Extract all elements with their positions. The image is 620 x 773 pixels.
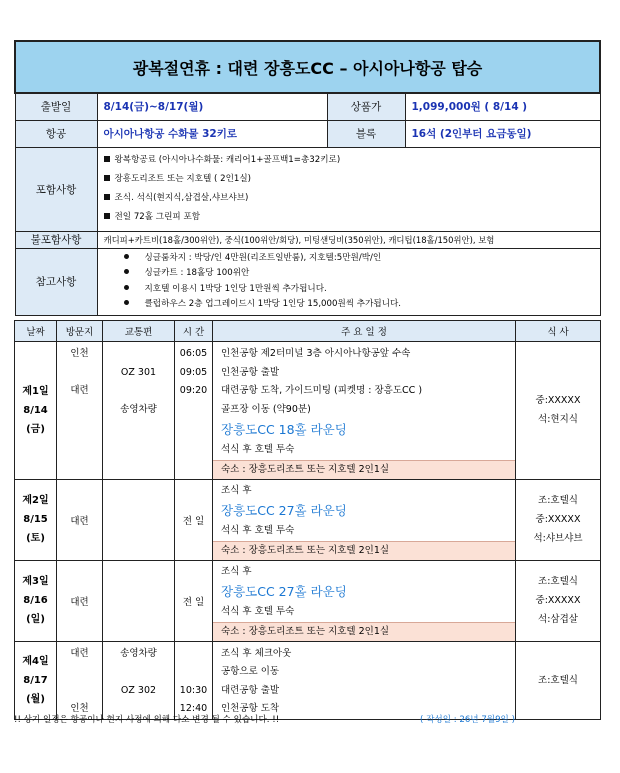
- departure-label: 출발일: [15, 93, 97, 120]
- list-item: 싱글룸차지 : 박당/인 4만원(리조트일반룸), 지호텔:5만원/박/인: [104, 251, 594, 267]
- notes-list: [97, 248, 600, 315]
- place-cell: 대련: [57, 560, 103, 641]
- time-cell: 06:05 09:05 09:20: [175, 342, 213, 480]
- meals-cell: 조:호텔식: [516, 641, 601, 719]
- time-cell: 전 일: [175, 479, 213, 560]
- place-cell: 인천 대련: [57, 342, 103, 480]
- golf-round-highlight: 장흥도CC 27홀 라운딩: [221, 584, 347, 599]
- meals-cell: 중:XXXXX 석:현지식: [516, 342, 601, 480]
- table-row: [15, 641, 601, 719]
- written-date: ( 작성일 : 26년 7월9일 ): [420, 715, 515, 725]
- square-bullet-icon: [104, 156, 110, 162]
- bullet-icon: [124, 254, 129, 259]
- table-row: [15, 479, 601, 560]
- time-cell: 10:30 12:40: [175, 641, 213, 719]
- excluded-label: 불포함사항: [15, 231, 97, 248]
- meals-cell: 조:호텔식 중:XXXXX 석:삼겹살: [516, 560, 601, 641]
- bullet-icon: [124, 269, 129, 274]
- transport-cell: [103, 479, 175, 560]
- header-date: 날짜: [15, 321, 57, 342]
- bullet-icon: [124, 285, 129, 290]
- included-list: [97, 147, 600, 231]
- place-cell: 대련 인천: [57, 641, 103, 719]
- square-bullet-icon: [104, 213, 110, 219]
- header-itinerary: 주 요 일 정: [213, 321, 516, 342]
- list-item: 장흥도리조트 또는 지호텔 ( 2인1실): [104, 170, 594, 189]
- airline-value: 아시아나항공 수화물 32키로: [97, 120, 327, 147]
- list-item: 왕복항공료 (아시아나수화물: 캐리어1+골프백1=총32키로): [104, 151, 594, 170]
- table-row: [15, 342, 601, 480]
- day-cell: 제4일 8/17 (월): [15, 641, 57, 719]
- page-title: 광복절연휴 : 대련 장흥도CC – 아시아나항공 탑승: [15, 41, 600, 93]
- place-cell: 대련: [57, 479, 103, 560]
- bullet-icon: [124, 300, 129, 305]
- transport-cell: [103, 560, 175, 641]
- day-cell: 제3일 8/16 (일): [15, 560, 57, 641]
- list-item: 클럽하우스 2층 업그레이드시 1박당 1인당 15,000원씩 추가됩니다.: [104, 297, 594, 313]
- included-label: 포함사항: [15, 147, 97, 231]
- square-bullet-icon: [104, 175, 110, 181]
- stay-info: 숙소 : 장흥도리조트 또는 지호텔 2인1실: [213, 541, 515, 560]
- itinerary-cell: 조식 후 장흥도CC 27홀 라운딩 석식 후 호텔 투숙 숙소 : 장흥도리조트 또는 지호텔 2인1실: [213, 479, 516, 560]
- itinerary-cell: 조식 후 체크아웃 공항으로 이동 대련공항 출발 인천공항 도착: [213, 641, 516, 719]
- excluded-value: 캐디피+카트비(18홀/300위안), 중식(100위안/회당), 미팅샌딩비(350위안), 캐디팁(18홀/150위안), 보험: [97, 231, 600, 248]
- list-item: 전일 72홀 그린피 포함: [104, 208, 594, 227]
- list-item: 조식. 석식(현지식,삼겹살,샤브샤브): [104, 189, 594, 208]
- departure-value: 8/14(금)~8/17(월): [97, 93, 327, 120]
- header-time: 시 간: [175, 321, 213, 342]
- price-label: 상품가: [327, 93, 405, 120]
- price-value: 1,099,000원 ( 8/14 ): [405, 93, 600, 120]
- change-notice: !! 상기 일정은 항공이나 현지 사정에 의해 다소 변경 될 수 있습니다. !!: [14, 715, 280, 725]
- table-row: [15, 560, 601, 641]
- golf-round-highlight: 장흥도CC 27홀 라운딩: [221, 503, 347, 518]
- meals-cell: 조:호텔식 중:XXXXX 석:샤브샤브: [516, 479, 601, 560]
- header-transport: 교통편: [103, 321, 175, 342]
- transport-cell: 송영차량 OZ 302: [103, 641, 175, 719]
- golf-round-highlight: 장흥도CC 18홀 라운딩: [221, 422, 347, 437]
- header-meals: 식 사: [516, 321, 601, 342]
- block-label: 블록: [327, 120, 405, 147]
- notes-label: 참고사항: [15, 248, 97, 315]
- square-bullet-icon: [104, 194, 110, 200]
- time-cell: 전 일: [175, 560, 213, 641]
- itinerary-cell: 인천공항 제2터미널 3층 아시아나항공앞 수속 인천공항 출발 대련공항 도착, 가이드미팅 (피켓명 : 장흥도CC ) 골프장 이동 (약90분) 장흥도CC 18홀 라운딩 석식 후 호텔 투숙 숙소 : 장흥도리조트 또는 지호텔 2인1실: [213, 342, 516, 480]
- list-item: 싱글카트 : 18홀당 100위안: [104, 266, 594, 282]
- transport-cell: OZ 301 송영차량: [103, 342, 175, 480]
- schedule-table: [14, 320, 601, 720]
- itinerary-cell: 조식 후 장흥도CC 27홀 라운딩 석식 후 호텔 투숙 숙소 : 장흥도리조트 또는 지호텔 2인1실: [213, 560, 516, 641]
- airline-label: 항공: [15, 120, 97, 147]
- day-cell: 제1일 8/14 (금): [15, 342, 57, 480]
- stay-info: 숙소 : 장흥도리조트 또는 지호텔 2인1실: [213, 622, 515, 641]
- list-item: 지호텔 이용시 1박당 1인당 1만원씩 추가됩니다.: [104, 282, 594, 298]
- product-info-table: [14, 40, 601, 316]
- header-place: 방문지: [57, 321, 103, 342]
- stay-info: 숙소 : 장흥도리조트 또는 지호텔 2인1실: [213, 460, 515, 479]
- block-value: 16석 (2인부터 요금동일): [405, 120, 600, 147]
- day-cell: 제2일 8/15 (토): [15, 479, 57, 560]
